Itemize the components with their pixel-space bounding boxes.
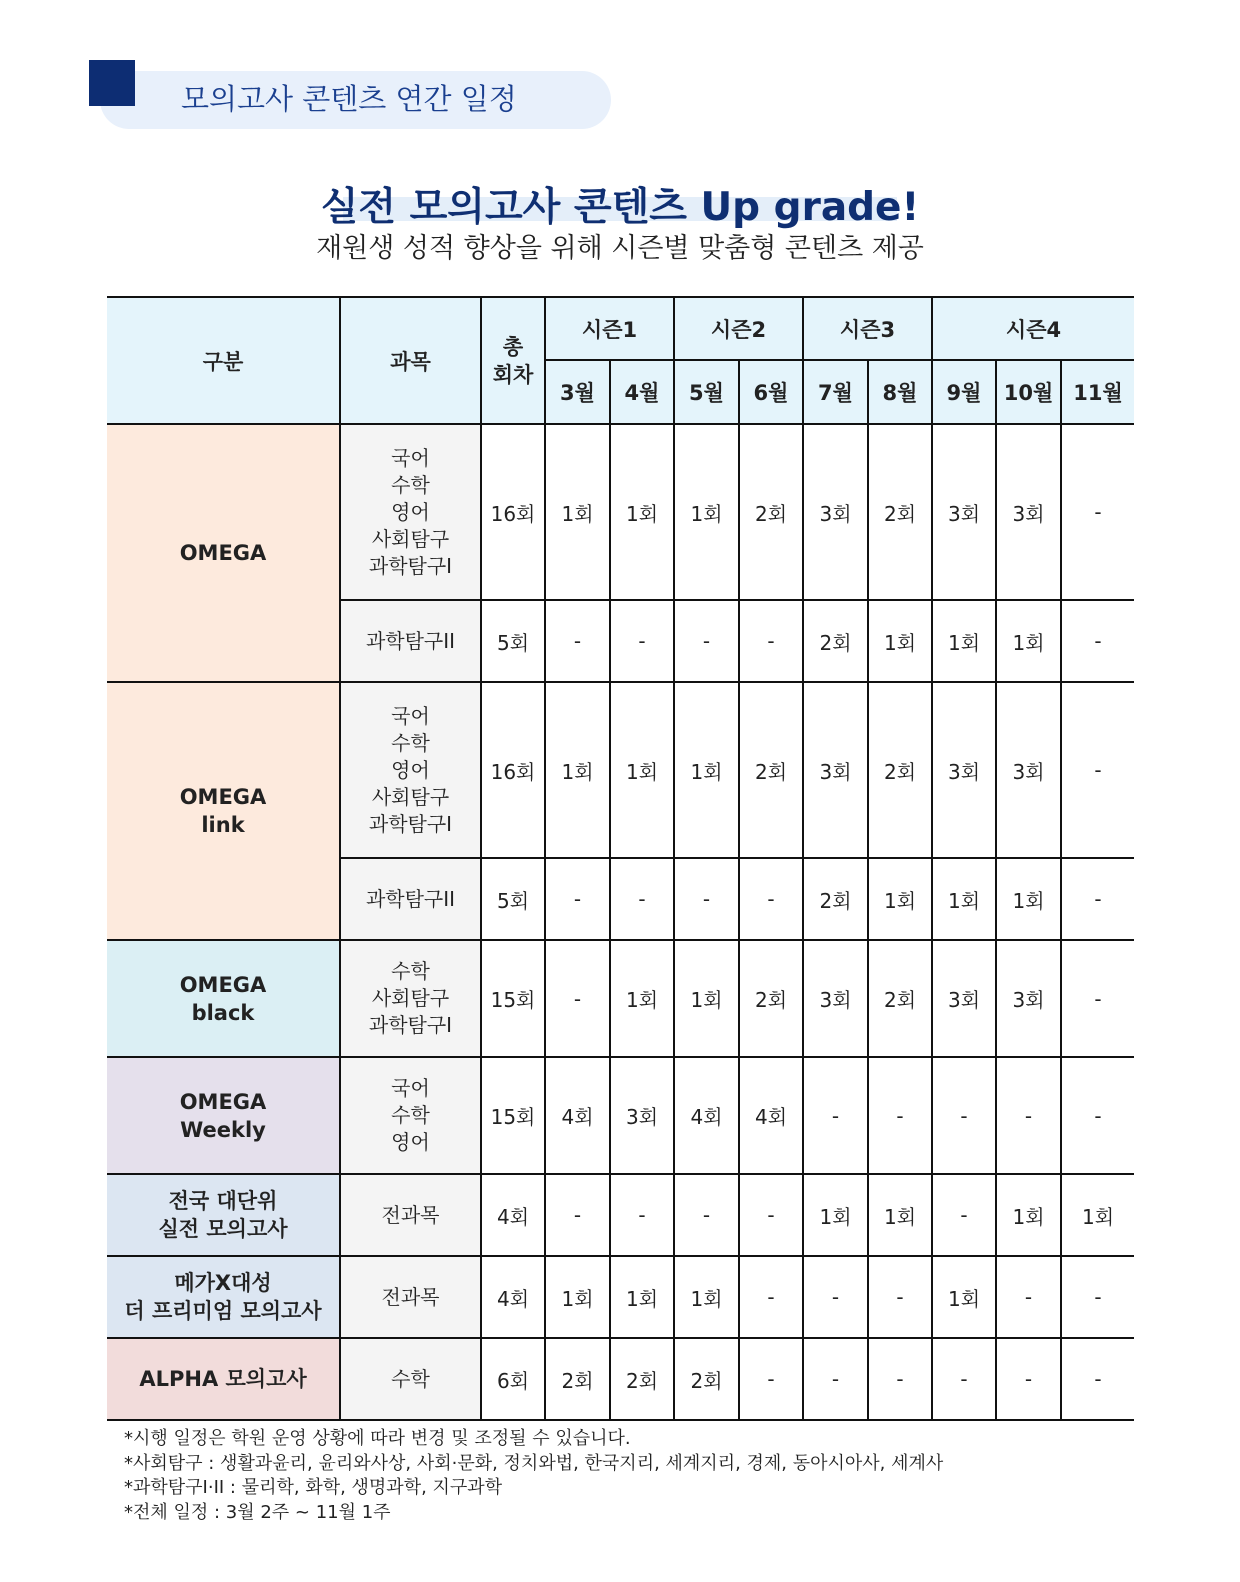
month-cell: - xyxy=(674,858,739,940)
category-name-line: 전국 대단위 xyxy=(168,1189,278,1213)
month-cell: 3회 xyxy=(932,682,996,858)
header-season-2: 시즌2 xyxy=(674,297,803,360)
category-name-line: ALPHA 모의고사 xyxy=(139,1367,307,1391)
month-cell: - xyxy=(545,858,610,940)
month-cell: 3회 xyxy=(932,424,996,600)
month-cell: 1회 xyxy=(868,600,932,682)
category-name-line: OMEGA xyxy=(179,541,267,565)
month-cell: - xyxy=(674,1174,739,1256)
category-name-line: OMEGA xyxy=(179,972,267,997)
category-name-line: OMEGA xyxy=(179,1089,267,1114)
month-cell: - xyxy=(1061,940,1134,1057)
month-cell: 1회 xyxy=(868,858,932,940)
month-cell: - xyxy=(545,600,610,682)
header-season-1: 시즌1 xyxy=(545,297,674,360)
total-cell: 5회 xyxy=(481,858,545,940)
month-cell: 1회 xyxy=(932,600,996,682)
category-cell xyxy=(107,1256,340,1338)
header-month: 10월 xyxy=(996,360,1061,424)
category-name-line: 메가X대성 xyxy=(174,1271,272,1295)
month-cell: - xyxy=(1061,1338,1134,1420)
hero-subtitle: 재원생 성적 향상을 위해 시즌별 맞춤형 콘텐츠 제공 xyxy=(316,233,924,264)
month-cell: - xyxy=(868,1338,932,1420)
month-cell: - xyxy=(803,1256,868,1338)
month-cell: - xyxy=(996,1057,1061,1174)
month-cell: 1회 xyxy=(674,424,739,600)
month-cell: 2회 xyxy=(739,424,803,600)
category-name-line: link xyxy=(201,813,245,837)
month-cell: 1회 xyxy=(932,858,996,940)
month-cell: 1회 xyxy=(868,1174,932,1256)
subject-name: 사회탐구 xyxy=(371,526,450,551)
month-cell: 1회 xyxy=(932,1256,996,1338)
subject-name: 과학탐구I xyxy=(368,811,453,836)
month-cell: - xyxy=(996,1338,1061,1420)
month-cell: 2회 xyxy=(545,1338,610,1420)
schedule-table xyxy=(107,296,1134,1421)
subject-name: 수학 xyxy=(391,1103,430,1127)
subject-name: 과학탐구I xyxy=(368,553,453,578)
month-cell: 1회 xyxy=(610,940,674,1057)
total-cell: 16회 xyxy=(481,682,545,858)
month-cell: 2회 xyxy=(739,940,803,1057)
month-cell: 2회 xyxy=(868,424,932,600)
subject-name: 국어 xyxy=(391,445,430,470)
month-cell: - xyxy=(610,1174,674,1256)
month-cell: 2회 xyxy=(803,600,868,682)
category-name-line: OMEGA xyxy=(179,785,267,809)
subject-name: 영어 xyxy=(391,1130,430,1154)
month-cell: - xyxy=(868,1057,932,1174)
table-row xyxy=(107,682,1134,858)
month-cell: - xyxy=(1061,1057,1134,1174)
month-cell: - xyxy=(803,1338,868,1420)
month-cell: 3회 xyxy=(932,940,996,1057)
subject-name: 수학 xyxy=(391,730,430,755)
month-cell: 1회 xyxy=(996,600,1061,682)
table-row xyxy=(107,1256,1134,1338)
month-cell: 2회 xyxy=(868,940,932,1057)
category-name-line: black xyxy=(191,1000,255,1025)
header-month: 7월 xyxy=(803,360,868,424)
month-cell: 3회 xyxy=(610,1057,674,1174)
month-cell: 3회 xyxy=(803,682,868,858)
subject-name: 과학탐구II xyxy=(365,886,456,911)
month-cell: - xyxy=(1061,600,1134,682)
schedule-body xyxy=(107,424,1134,1420)
month-cell: 4회 xyxy=(739,1057,803,1174)
header-month: 11월 xyxy=(1061,360,1134,424)
footnote: *사회탐구 : 생활과윤리, 윤리와사상, 사회·문화, 정치와법, 한국지리, 세계지리, 경제, 동아시아사, 세계사 xyxy=(124,1452,944,1474)
month-cell: - xyxy=(868,1256,932,1338)
header-total-line: 회차 xyxy=(492,362,534,387)
category-name-line: 실전 모의고사 xyxy=(158,1217,288,1241)
footnotes xyxy=(124,1427,943,1525)
month-cell: 4회 xyxy=(545,1057,610,1174)
subject-name: 전과목 xyxy=(381,1202,440,1227)
table-row xyxy=(107,424,1134,600)
subject-cell xyxy=(340,1338,481,1420)
subject-name: 영어 xyxy=(391,499,430,524)
category-cell xyxy=(107,682,340,940)
month-cell: - xyxy=(996,1256,1061,1338)
table-row xyxy=(107,1174,1134,1256)
header-month: 3월 xyxy=(545,360,610,424)
category-cell xyxy=(107,424,340,682)
subject-cell xyxy=(340,1256,481,1338)
header-month: 5월 xyxy=(674,360,739,424)
table-row xyxy=(107,940,1134,1057)
total-cell: 5회 xyxy=(481,600,545,682)
month-cell: 2회 xyxy=(610,1338,674,1420)
subject-name: 수학 xyxy=(391,959,430,983)
subject-name: 과학탐구II xyxy=(365,628,456,653)
header-month: 6월 xyxy=(739,360,803,424)
subject-cell xyxy=(340,858,481,940)
subject-cell xyxy=(340,600,481,682)
total-cell: 4회 xyxy=(481,1174,545,1256)
month-cell: 2회 xyxy=(868,682,932,858)
footnote: *전체 일정 : 3월 2주 ~ 11월 1주 xyxy=(124,1501,391,1523)
header-category: 구분 xyxy=(107,297,340,424)
header-month: 9월 xyxy=(932,360,996,424)
subject-cell xyxy=(340,424,481,600)
month-cell: - xyxy=(739,858,803,940)
header-season-4: 시즌4 xyxy=(932,297,1134,360)
table-row xyxy=(107,1057,1134,1174)
header-total xyxy=(481,297,545,424)
category-cell xyxy=(107,940,340,1057)
month-cell: - xyxy=(932,1057,996,1174)
month-cell: - xyxy=(1061,1256,1134,1338)
category-name-line: Weekly xyxy=(180,1117,266,1142)
month-cell: 4회 xyxy=(674,1057,739,1174)
subject-name: 영어 xyxy=(391,757,430,782)
category-cell xyxy=(107,1174,340,1256)
month-cell: - xyxy=(610,858,674,940)
month-cell: - xyxy=(739,1338,803,1420)
header-month: 4월 xyxy=(610,360,674,424)
month-cell: 3회 xyxy=(996,682,1061,858)
category-cell xyxy=(107,1338,340,1420)
month-cell: - xyxy=(932,1174,996,1256)
category-name-line: 더 프리미엄 모의고사 xyxy=(124,1299,322,1323)
month-cell: - xyxy=(674,600,739,682)
month-cell: 1회 xyxy=(803,1174,868,1256)
month-cell: 3회 xyxy=(803,940,868,1057)
month-cell: 3회 xyxy=(803,424,868,600)
total-cell: 15회 xyxy=(481,1057,545,1174)
header-month: 8월 xyxy=(868,360,932,424)
footnote: *과학탐구I·II : 물리학, 화학, 생명과학, 지구과학 xyxy=(124,1477,503,1498)
month-cell: 1회 xyxy=(545,424,610,600)
header-subject: 과목 xyxy=(340,297,481,424)
total-cell: 15회 xyxy=(481,940,545,1057)
month-cell: - xyxy=(932,1338,996,1420)
month-cell: 1회 xyxy=(996,1174,1061,1256)
month-cell: 1회 xyxy=(610,1256,674,1338)
total-cell: 4회 xyxy=(481,1256,545,1338)
category-cell xyxy=(107,1057,340,1174)
month-cell: - xyxy=(739,600,803,682)
header-accent-square xyxy=(89,60,135,106)
subject-name: 국어 xyxy=(391,1076,430,1100)
subject-cell xyxy=(340,1057,481,1174)
subject-cell xyxy=(340,682,481,858)
month-cell: 2회 xyxy=(803,858,868,940)
subject-name: 수학 xyxy=(391,472,430,497)
month-cell: - xyxy=(545,940,610,1057)
subject-name: 과학탐구I xyxy=(368,1013,453,1037)
subject-name: 사회탐구 xyxy=(371,784,450,809)
month-cell: 1회 xyxy=(674,940,739,1057)
total-cell: 6회 xyxy=(481,1338,545,1420)
month-cell: - xyxy=(610,600,674,682)
subject-cell xyxy=(340,1174,481,1256)
month-cell: 1회 xyxy=(545,682,610,858)
month-cell: - xyxy=(803,1057,868,1174)
month-cell: 1회 xyxy=(1061,1174,1134,1256)
month-cell: 3회 xyxy=(996,424,1061,600)
month-cell: - xyxy=(739,1256,803,1338)
header-total-line: 총 xyxy=(502,334,524,359)
subject-name: 수학 xyxy=(391,1366,430,1391)
month-cell: 1회 xyxy=(610,682,674,858)
month-cell: 2회 xyxy=(739,682,803,858)
table-row xyxy=(107,1338,1134,1420)
footnote: *시행 일정은 학원 운영 상황에 따라 변경 및 조정될 수 있습니다. xyxy=(124,1428,631,1449)
month-cell: - xyxy=(1061,858,1134,940)
month-cell: - xyxy=(1061,424,1134,600)
hero-title: 실전 모의고사 콘텐츠 Up grade! xyxy=(320,185,920,230)
month-cell: - xyxy=(1061,682,1134,858)
subject-name: 국어 xyxy=(391,703,430,728)
header-season-3: 시즌3 xyxy=(803,297,932,360)
month-cell: - xyxy=(739,1174,803,1256)
month-cell: 1회 xyxy=(545,1256,610,1338)
subject-name: 사회탐구 xyxy=(371,986,450,1010)
total-cell: 16회 xyxy=(481,424,545,600)
month-cell: 1회 xyxy=(610,424,674,600)
subject-name: 전과목 xyxy=(381,1284,440,1309)
month-cell: - xyxy=(545,1174,610,1256)
subject-cell xyxy=(340,940,481,1057)
month-cell: 2회 xyxy=(674,1338,739,1420)
month-cell: 1회 xyxy=(996,858,1061,940)
section-title: 모의고사 콘텐츠 연간 일정 xyxy=(181,82,517,116)
month-cell: 1회 xyxy=(674,682,739,858)
month-cell: 3회 xyxy=(996,940,1061,1057)
month-cell: 1회 xyxy=(674,1256,739,1338)
